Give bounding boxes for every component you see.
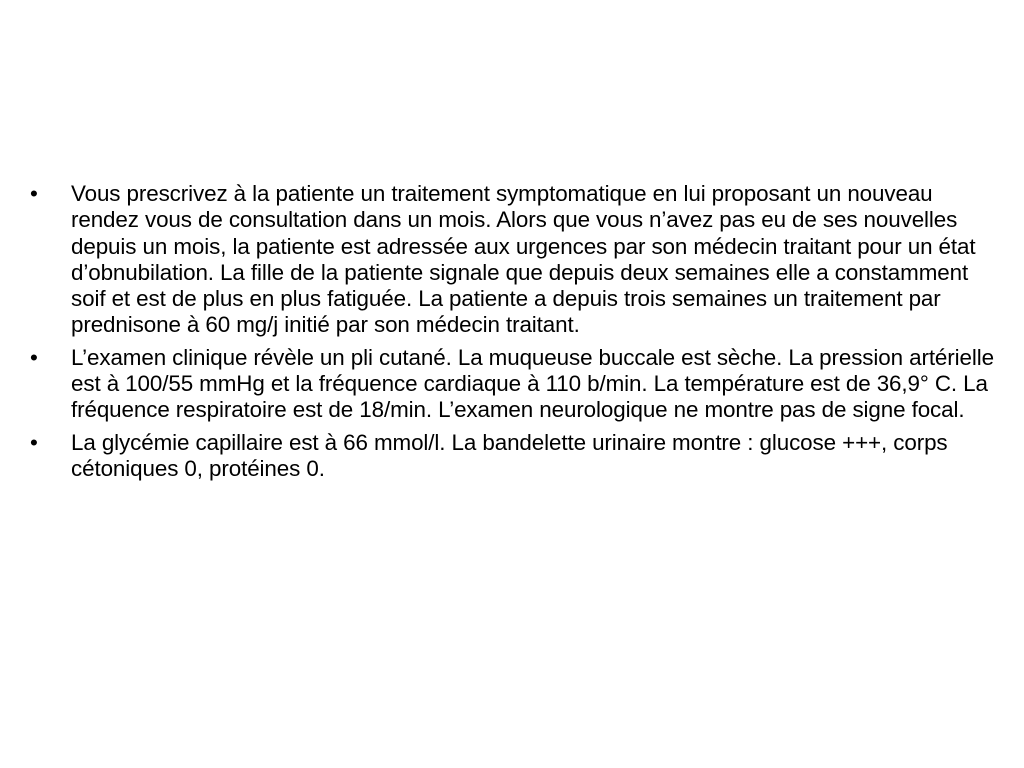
bullet-icon: • — [30, 181, 38, 206]
bullet-icon: • — [30, 344, 38, 370]
bullet-item-exam — [30, 345, 995, 424]
bullet-list — [30, 181, 995, 482]
bullet-item-history — [30, 181, 995, 339]
bullet-text-history: Vous prescrivez à la patiente un traitement symptomatique en lui proposant un nouveau rendez vous de consultation dans un mois. Alors que vous n’avez pas eu de ses nouvelles depuis un mois, la patiente est adressée aux urgences par son médecin traitant pour un état d’obnubilation. La fille de la patiente signale que depuis deux semaines elle a constamment soif et est de plus en plus fatiguée. La patiente a depuis trois semaines un traitement par prednisone à 60 mg/j initié par son médecin traitant. — [71, 181, 976, 338]
bullet-item-labs — [30, 430, 995, 483]
bullet-text-exam: L’examen clinique révèle un pli cutané. La muqueuse buccale est sèche. La pression artérielle est à 100/55 mmHg et la fréquence cardiaque à 110 b/min. La température est de 36,9° C. La fréquence respiratoire est de 18/min. L’examen neurologique ne montre pas de signe focal. — [71, 344, 994, 423]
bullet-icon: • — [30, 429, 38, 455]
bullet-text-labs: La glycémie capillaire est à 66 mmol/l. La bandelette urinaire montre : glucose +++, corps cétoniques 0, protéines 0. — [71, 429, 948, 481]
